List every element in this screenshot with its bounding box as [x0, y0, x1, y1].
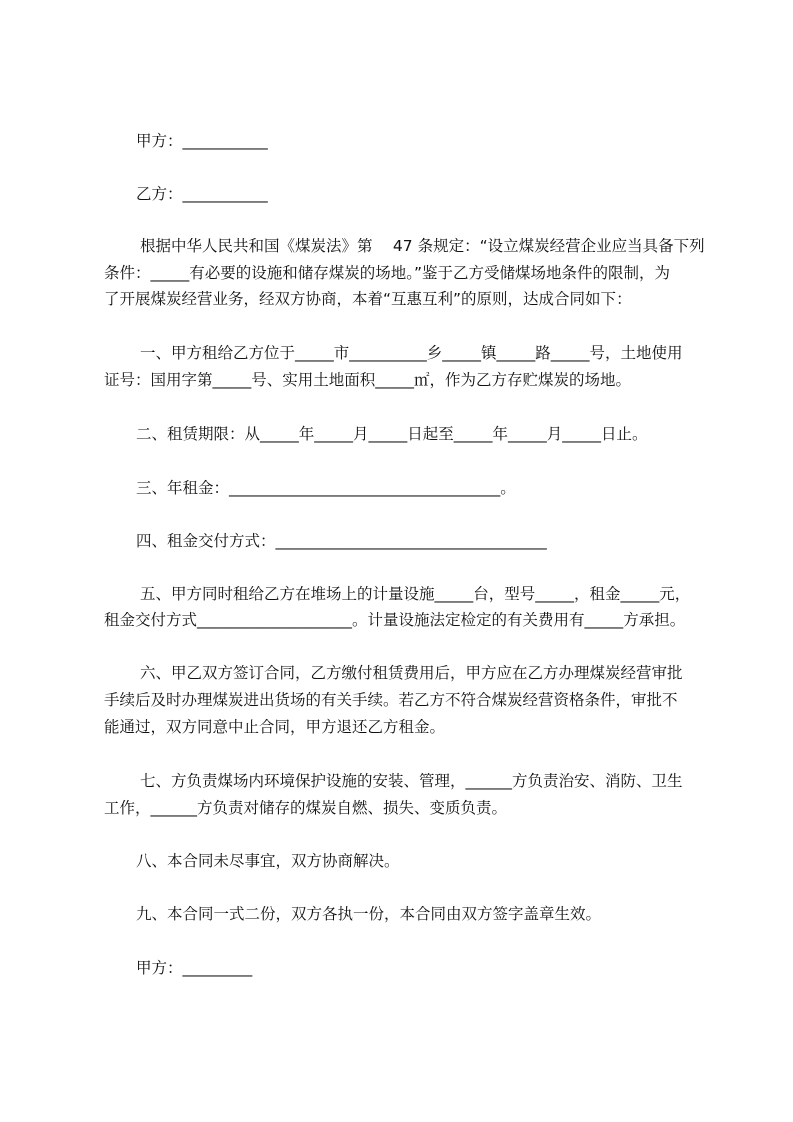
clause-2: 二、租赁期限：从_____年_____月_____日起至_____年_____月_____日止。 — [136, 425, 648, 443]
party-b-header: 乙方：___________ — [136, 185, 268, 203]
preamble-line-2: 条件：_____有必要的设施和储存煤炭的场地。”鉴于乙方受储煤场地条件的限制，为 — [104, 264, 671, 282]
clause-1-line-1: 一、甲方租给乙方位于_____市__________乡_____镇_____路_____号，土地使用 — [140, 344, 683, 362]
clause-7-line-2: 工作，______方负责对储存的煤炭自燃、损失、变质负责。 — [104, 799, 508, 817]
party-a-footer: 甲方：_________ — [136, 959, 253, 977]
clause-5-line-2: 租金交付方式____________________。计量设施法定检定的有关费用有_____方承担。 — [104, 611, 686, 629]
preamble-line-3: 了开展煤炭经营业务，经双方协商，本着“互惠互利”的原则，达成合同如下： — [104, 290, 632, 308]
clause-8: 八、本合同未尽事宜，双方协商解决。 — [136, 852, 400, 870]
clause-6-line-2: 手续后及时办理煤炭进出货场的有关手续。若乙方不符合煤炭经营资格条件，审批不 — [104, 691, 678, 709]
clause-4: 四、租金交付方式：___________________________________ — [136, 532, 547, 550]
preamble-line-1: 根据中华人民共和国《煤炭法》第 47 条规定：“设立煤炭经营企业应当具备下列 — [140, 237, 705, 255]
party-a-header: 甲方：___________ — [136, 132, 268, 150]
clause-5-line-1: 五、甲方同时租给乙方在堆场上的计量设施_____台，型号_____，租金_____元， — [140, 585, 691, 603]
clause-6-line-3: 能通过，双方同意中止合同，甲方退还乙方租金。 — [104, 718, 446, 736]
clause-6-line-1: 六、甲乙双方签订合同，乙方缴付租赁费用后，甲方应在乙方办理煤炭经营审批 — [140, 664, 683, 682]
clause-7-line-1: 七、方负责煤场内环境保护设施的安装、管理，______方负责治安、消防、卫生 — [140, 772, 683, 790]
clause-9: 九、本合同一式二份，双方各执一份，本合同由双方签字盖章生效。 — [136, 905, 602, 923]
clause-3: 三、年租金：___________________________________。 — [136, 479, 516, 497]
clause-1-line-2: 证号：国用字第_____号、实用土地面积_____㎡，作为乙方存贮煤炭的场地。 — [104, 371, 632, 389]
